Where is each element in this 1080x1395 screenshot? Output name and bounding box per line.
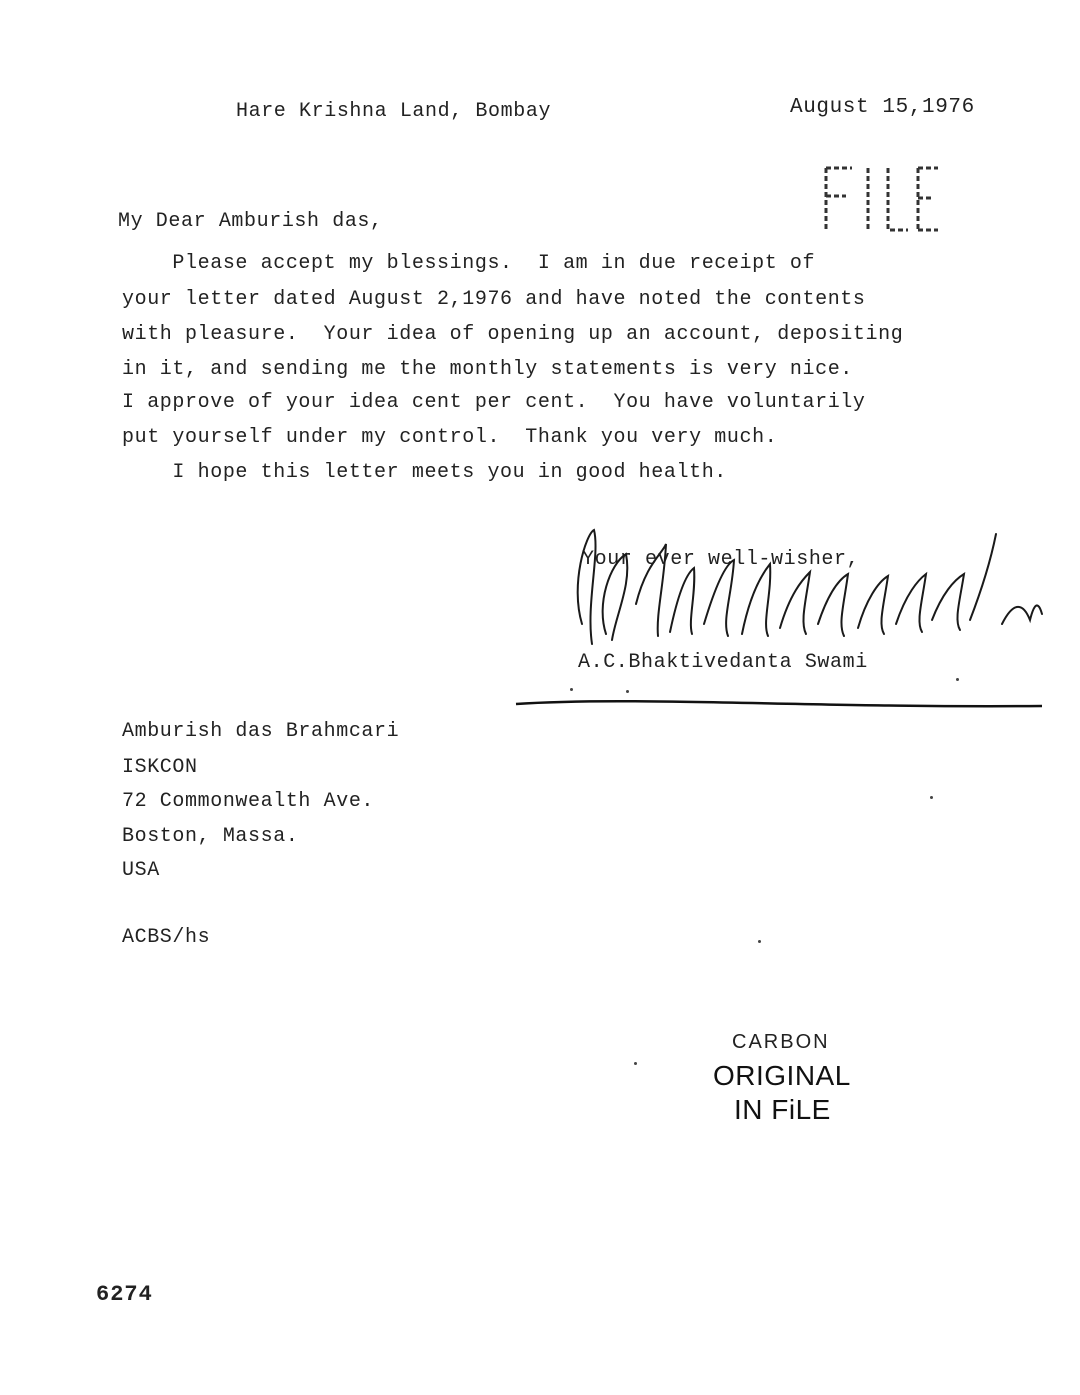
letter-date: August 15,1976 bbox=[790, 96, 975, 119]
file-stamp bbox=[812, 160, 942, 242]
original-stamp: ORIGINAL bbox=[713, 1060, 851, 1091]
address-line: Amburish das Brahmcari bbox=[122, 720, 400, 743]
body-line: in it, and sending me the monthly statements is very nice. bbox=[122, 358, 853, 381]
salutation: My Dear Amburish das, bbox=[118, 210, 383, 233]
address-line: USA bbox=[122, 859, 160, 882]
signatory-name: A.C.Bhaktivedanta Swami bbox=[578, 651, 868, 674]
scan-speck bbox=[758, 940, 761, 943]
signature-rule bbox=[514, 688, 1044, 718]
address-line: ISKCON bbox=[122, 756, 198, 779]
address-line: 72 Commonwealth Ave. bbox=[122, 790, 375, 813]
scan-speck bbox=[634, 1062, 637, 1065]
typist-initials: ACBS/hs bbox=[122, 926, 211, 949]
scan-speck bbox=[570, 688, 573, 691]
closing: Your ever well-wisher, bbox=[582, 548, 860, 571]
scan-speck bbox=[930, 796, 933, 799]
body-line: Please accept my blessings. I am in due receipt of bbox=[122, 252, 816, 275]
address-line: Boston, Massa. bbox=[122, 825, 299, 848]
carbon-stamp: CARBON bbox=[732, 1031, 830, 1053]
letter-place: Hare Krishna Land, Bombay bbox=[236, 100, 552, 123]
body-line: I approve of your idea cent per cent. You have voluntarily bbox=[122, 391, 866, 414]
page-number: 6274 bbox=[96, 1282, 153, 1307]
body-line: put yourself under my control. Thank you very much. bbox=[122, 426, 778, 449]
scan-speck bbox=[956, 678, 959, 681]
body-line: your letter dated August 2,1976 and have noted the contents bbox=[122, 288, 866, 311]
body-line: with pleasure. Your idea of opening up an account, depositing bbox=[122, 323, 904, 346]
body-line: I hope this letter meets you in good health. bbox=[122, 461, 727, 484]
in-file-stamp: IN FiLE bbox=[734, 1094, 831, 1125]
scan-speck bbox=[626, 690, 629, 693]
